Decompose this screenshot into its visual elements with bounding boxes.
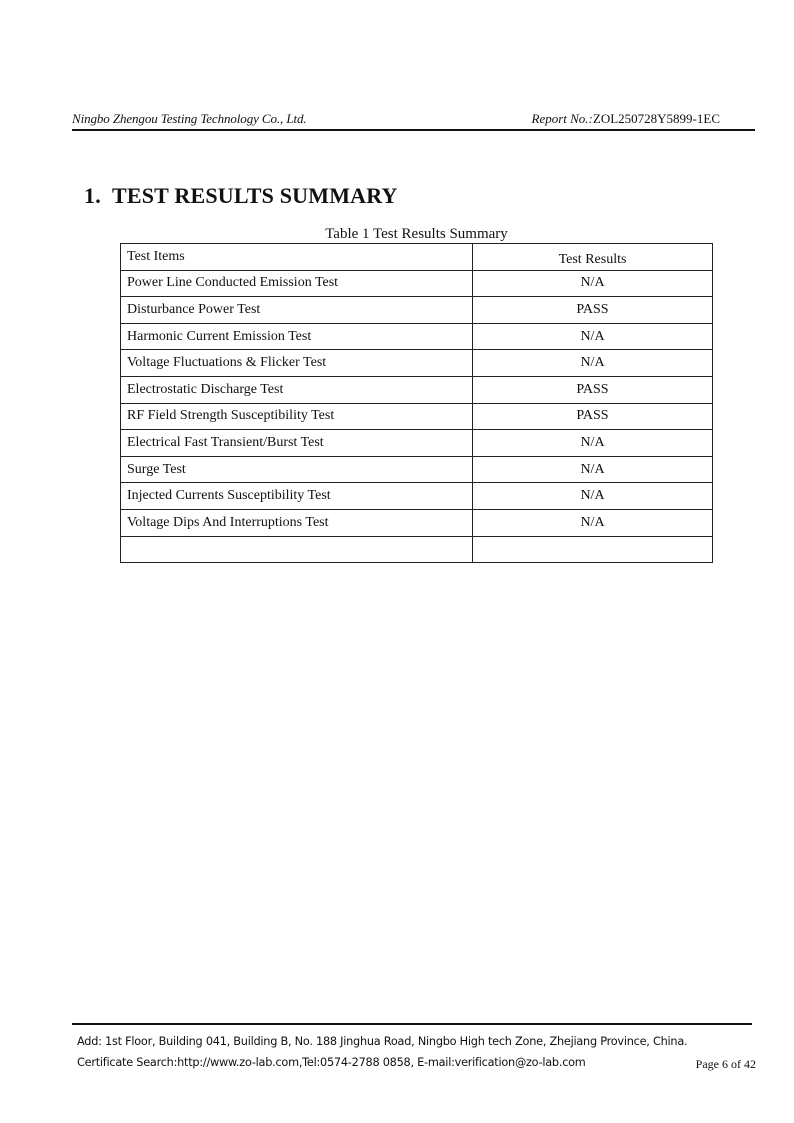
test-result-cell: N/A bbox=[473, 509, 713, 536]
test-result-cell bbox=[473, 536, 713, 563]
table-row bbox=[121, 456, 713, 483]
test-item-cell: Voltage Fluctuations & Flicker Test bbox=[121, 350, 473, 377]
report-number-label: Report No.: bbox=[531, 111, 593, 126]
test-result-cell: N/A bbox=[473, 350, 713, 377]
test-result-cell: PASS bbox=[473, 403, 713, 430]
table-row bbox=[121, 430, 713, 457]
test-item-cell bbox=[121, 536, 473, 563]
footer-divider bbox=[72, 1023, 752, 1025]
table-caption: Table 1 Test Results Summary bbox=[325, 226, 508, 242]
section-heading bbox=[84, 183, 398, 209]
test-item-cell: Injected Currents Susceptibility Test bbox=[121, 483, 473, 510]
table-header-row bbox=[121, 244, 713, 271]
table-row-empty bbox=[121, 536, 713, 563]
table-row bbox=[121, 509, 713, 536]
test-result-cell: N/A bbox=[473, 456, 713, 483]
test-result-cell: N/A bbox=[473, 430, 713, 457]
table-row bbox=[121, 483, 713, 510]
header-divider bbox=[72, 129, 755, 131]
test-item-cell: Power Line Conducted Emission Test bbox=[121, 270, 473, 297]
test-item-cell: RF Field Strength Susceptibility Test bbox=[121, 403, 473, 430]
table-row bbox=[121, 376, 713, 403]
test-result-cell: N/A bbox=[473, 483, 713, 510]
section-number: 1. bbox=[84, 183, 101, 208]
table-row bbox=[121, 297, 713, 324]
table-row bbox=[121, 270, 713, 297]
page-number: Page 6 of 42 bbox=[695, 1057, 756, 1071]
test-item-cell: Voltage Dips And Interruptions Test bbox=[121, 509, 473, 536]
footer-address: Add: 1st Floor, Building 041, Building B, No. 188 Jinghua Road, Ningbo High tech Zone, Zhejiang Province, China. bbox=[77, 1035, 688, 1048]
footer-contact: Certificate Search:http://www.zo-lab.com,Tel:0574-2788 0858, E-mail:verification@zo-lab.com bbox=[77, 1056, 586, 1069]
test-item-cell: Disturbance Power Test bbox=[121, 297, 473, 324]
table-row bbox=[121, 403, 713, 430]
report-number-value: ZOL250728Y5899-1EC bbox=[592, 111, 720, 126]
test-result-cell: N/A bbox=[473, 323, 713, 350]
column-header-test-items: Test Items bbox=[121, 244, 473, 271]
table-row bbox=[121, 323, 713, 350]
test-item-cell: Surge Test bbox=[121, 456, 473, 483]
column-header-test-results: Test Results bbox=[473, 244, 713, 271]
test-item-cell: Harmonic Current Emission Test bbox=[121, 323, 473, 350]
results-table bbox=[120, 243, 713, 563]
section-title: TEST RESULTS SUMMARY bbox=[112, 183, 398, 208]
test-result-cell: N/A bbox=[473, 270, 713, 297]
header-report-number bbox=[532, 111, 721, 127]
test-result-cell: PASS bbox=[473, 376, 713, 403]
test-result-cell: PASS bbox=[473, 297, 713, 324]
header-company-name: Ningbo Zhengou Testing Technology Co., Ltd. bbox=[72, 111, 307, 126]
test-item-cell: Electrostatic Discharge Test bbox=[121, 376, 473, 403]
table-row bbox=[121, 350, 713, 377]
test-item-cell: Electrical Fast Transient/Burst Test bbox=[121, 430, 473, 457]
